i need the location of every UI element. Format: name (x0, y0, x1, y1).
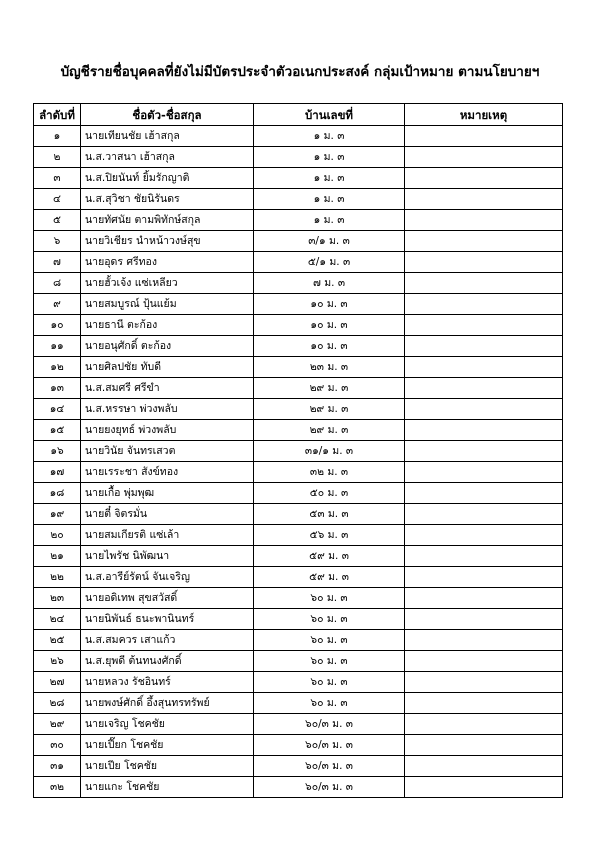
note-cell (405, 483, 563, 504)
house-number-cell: ๒๙ ม. ๓ (254, 420, 405, 441)
table-row (34, 210, 563, 231)
note-cell (405, 252, 563, 273)
name-cell: นายเปี๊ยก โชคชัย (81, 735, 254, 756)
table-row (34, 378, 563, 399)
note-cell (405, 378, 563, 399)
house-number-cell: ๕๙ ม. ๓ (254, 546, 405, 567)
name-cell: น.ส.ยุพดี ต้นทนงศักดิ์ (81, 651, 254, 672)
house-number-cell: ๖๐ ม. ๓ (254, 609, 405, 630)
header-house: บ้านเลขที่ (254, 104, 405, 126)
note-cell (405, 273, 563, 294)
table-row (34, 357, 563, 378)
house-number-cell: ๑๐ ม. ๓ (254, 294, 405, 315)
house-number-cell: ๑ ม. ๓ (254, 168, 405, 189)
row-number-cell: ๙ (34, 294, 81, 315)
row-number-cell: ๑๕ (34, 420, 81, 441)
table-row (34, 441, 563, 462)
note-cell (405, 777, 563, 798)
row-number-cell: ๓ (34, 168, 81, 189)
name-cell: นายธานี ตะก้อง (81, 315, 254, 336)
house-number-cell: ๕๙ ม. ๓ (254, 567, 405, 588)
note-cell (405, 315, 563, 336)
note-cell (405, 357, 563, 378)
house-number-cell: ๒๙ ม. ๓ (254, 378, 405, 399)
note-cell (405, 567, 563, 588)
note-cell (405, 693, 563, 714)
row-number-cell: ๑๗ (34, 462, 81, 483)
table-row (34, 756, 563, 777)
table-row (34, 588, 563, 609)
house-number-cell: ๕๖ ม. ๓ (254, 525, 405, 546)
house-number-cell: ๓๑/๑ ม. ๓ (254, 441, 405, 462)
name-cell: นายอนุศักดิ์ ตะก้อง (81, 336, 254, 357)
header-note: หมายเหตุ (405, 104, 563, 126)
name-cell: นายอดิเทพ สุขสวัสดิ์ (81, 588, 254, 609)
note-cell (405, 420, 563, 441)
note-cell (405, 126, 563, 147)
table-row (34, 168, 563, 189)
house-number-cell: ๑ ม. ๓ (254, 210, 405, 231)
house-number-cell: ๖๐/๓ ม. ๓ (254, 714, 405, 735)
house-number-cell: ๕๓ ม. ๓ (254, 504, 405, 525)
note-cell (405, 462, 563, 483)
house-number-cell: ๒๙ ม. ๓ (254, 399, 405, 420)
note-cell (405, 504, 563, 525)
row-number-cell: ๓๐ (34, 735, 81, 756)
row-number-cell: ๑๐ (34, 315, 81, 336)
row-number-cell: ๒๕ (34, 630, 81, 651)
note-cell (405, 630, 563, 651)
note-cell (405, 651, 563, 672)
row-number-cell: ๑๙ (34, 504, 81, 525)
house-number-cell: ๖๐ ม. ๓ (254, 672, 405, 693)
table-row (34, 525, 563, 546)
note-cell (405, 525, 563, 546)
note-cell (405, 210, 563, 231)
note-cell (405, 189, 563, 210)
table-row (34, 294, 563, 315)
note-cell (405, 231, 563, 252)
note-cell (405, 714, 563, 735)
table-row (34, 609, 563, 630)
table-row (34, 672, 563, 693)
table-row (34, 777, 563, 798)
row-number-cell: ๑๘ (34, 483, 81, 504)
row-number-cell: ๒๘ (34, 693, 81, 714)
name-cell: นายสมเกียรติ แซ่เล้า (81, 525, 254, 546)
name-cell: นายสมบูรณ์ ปุ้นแย้ม (81, 294, 254, 315)
table-row (34, 714, 563, 735)
house-number-cell: ๗ ม. ๓ (254, 273, 405, 294)
house-number-cell: ๓๒ ม. ๓ (254, 462, 405, 483)
house-number-cell: ๖๐ ม. ๓ (254, 630, 405, 651)
table-row (34, 126, 563, 147)
note-cell (405, 441, 563, 462)
table-row (34, 462, 563, 483)
house-number-cell: ๖๐ ม. ๓ (254, 693, 405, 714)
row-number-cell: ๔ (34, 189, 81, 210)
name-cell: นายวินัย จันทรเสวต (81, 441, 254, 462)
table-row (34, 651, 563, 672)
name-cell: นายตี๋ จิตรมั่น (81, 504, 254, 525)
row-number-cell: ๒๓ (34, 588, 81, 609)
table-row (34, 315, 563, 336)
house-number-cell: ๑ ม. ๓ (254, 189, 405, 210)
table-row (34, 630, 563, 651)
header-no: ลำดับที่ (34, 104, 81, 126)
row-number-cell: ๘ (34, 273, 81, 294)
table-row (34, 693, 563, 714)
name-cell: นายเทียนชัย เฮ้าสกุล (81, 126, 254, 147)
name-cell: นายยงยุทธ์ พ่วงพลับ (81, 420, 254, 441)
document-title: บัญชีรายชื่อบุคคลที่ยังไม่มีบัตรประจำตัวอเนกประสงค์ กลุ่มเป้าหมาย ตามนโยบายฯ (60, 64, 540, 80)
name-cell: นายเจริญ โชคชัย (81, 714, 254, 735)
name-cell: นายเรระชา สังข์ทอง (81, 462, 254, 483)
house-number-cell: ๕/๑ ม. ๓ (254, 252, 405, 273)
table-row (34, 483, 563, 504)
house-number-cell: ๓/๑ ม. ๓ (254, 231, 405, 252)
name-cell: นายเกื้อ พุ่มพุฒ (81, 483, 254, 504)
row-number-cell: ๒๔ (34, 609, 81, 630)
name-cell: นายไพรัช นิพัฒนา (81, 546, 254, 567)
house-number-cell: ๖๐ ม. ๓ (254, 651, 405, 672)
name-cell: นายอุดร ศรีทอง (81, 252, 254, 273)
row-number-cell: ๗ (34, 252, 81, 273)
name-cell: นายศิลปชัย ทับดี (81, 357, 254, 378)
house-number-cell: ๖๐/๓ ม. ๓ (254, 777, 405, 798)
name-cell: นายแกะ โชคชัย (81, 777, 254, 798)
note-cell (405, 147, 563, 168)
name-cell: นายฮั้วเจ้ง แซ่เหลียว (81, 273, 254, 294)
name-cell: นายนิพันธ์ ธนะพานินทร์ (81, 609, 254, 630)
row-number-cell: ๑๒ (34, 357, 81, 378)
row-number-cell: ๒ (34, 147, 81, 168)
row-number-cell: ๓๑ (34, 756, 81, 777)
row-number-cell: ๖ (34, 231, 81, 252)
row-number-cell: ๒๐ (34, 525, 81, 546)
table-row (34, 399, 563, 420)
row-number-cell: ๑ (34, 126, 81, 147)
name-cell: น.ส.สมศรี ศรีขำ (81, 378, 254, 399)
name-cell: นายทัศนัย ตามพิทักษ์สกุล (81, 210, 254, 231)
note-cell (405, 294, 563, 315)
name-cell: นายเปีย โชคชัย (81, 756, 254, 777)
row-number-cell: ๒๒ (34, 567, 81, 588)
name-cell: น.ส.หรรษา พ่วงพลับ (81, 399, 254, 420)
name-cell: น.ส.อารีย์รัตน์ จันเจริญ (81, 567, 254, 588)
header-name: ชื่อตัว-ชื่อสกุล (81, 104, 254, 126)
roster-table (33, 103, 563, 798)
row-number-cell: ๒๑ (34, 546, 81, 567)
row-number-cell: ๑๖ (34, 441, 81, 462)
house-number-cell: ๖๐/๓ ม. ๓ (254, 735, 405, 756)
table-row (34, 189, 563, 210)
note-cell (405, 546, 563, 567)
row-number-cell: ๒๗ (34, 672, 81, 693)
note-cell (405, 735, 563, 756)
row-number-cell: ๓๒ (34, 777, 81, 798)
name-cell: นายวิเชียร นำหน้าวงษ์สุข (81, 231, 254, 252)
house-number-cell: ๑๐ ม. ๓ (254, 315, 405, 336)
row-number-cell: ๕ (34, 210, 81, 231)
name-cell: นายหลวง รัชอินทร์ (81, 672, 254, 693)
row-number-cell: ๑๑ (34, 336, 81, 357)
row-number-cell: ๒๖ (34, 651, 81, 672)
table-row (34, 546, 563, 567)
table-row (34, 567, 563, 588)
house-number-cell: ๕๐ ม. ๓ (254, 483, 405, 504)
note-cell (405, 399, 563, 420)
note-cell (405, 609, 563, 630)
table-row (34, 231, 563, 252)
house-number-cell: ๒๓ ม. ๓ (254, 357, 405, 378)
row-number-cell: ๑๓ (34, 378, 81, 399)
table-row (34, 504, 563, 525)
house-number-cell: ๖๐ ม. ๓ (254, 588, 405, 609)
table-body (34, 126, 563, 798)
name-cell: น.ส.สุวิชา ชัยนิรันดร (81, 189, 254, 210)
house-number-cell: ๑ ม. ๓ (254, 126, 405, 147)
note-cell (405, 168, 563, 189)
table-row (34, 252, 563, 273)
name-cell: น.ส.วาสนา เฮ้าสกุล (81, 147, 254, 168)
row-number-cell: ๑๔ (34, 399, 81, 420)
row-number-cell: ๒๙ (34, 714, 81, 735)
name-cell: นายพงษ์ศักดิ์ อึ้งสุนทรทรัพย์ (81, 693, 254, 714)
table-row (34, 336, 563, 357)
house-number-cell: ๑ ม. ๓ (254, 147, 405, 168)
table-row (34, 735, 563, 756)
name-cell: น.ส.สมควร เสาแก้ว (81, 630, 254, 651)
house-number-cell: ๑๐ ม. ๓ (254, 336, 405, 357)
table-row (34, 273, 563, 294)
note-cell (405, 756, 563, 777)
table-row (34, 420, 563, 441)
note-cell (405, 672, 563, 693)
note-cell (405, 588, 563, 609)
house-number-cell: ๖๐/๓ ม. ๓ (254, 756, 405, 777)
name-cell: น.ส.ปิยนันท์ ยิ้มรักญาติ (81, 168, 254, 189)
table-header-row (34, 104, 563, 126)
note-cell (405, 336, 563, 357)
table-row (34, 147, 563, 168)
